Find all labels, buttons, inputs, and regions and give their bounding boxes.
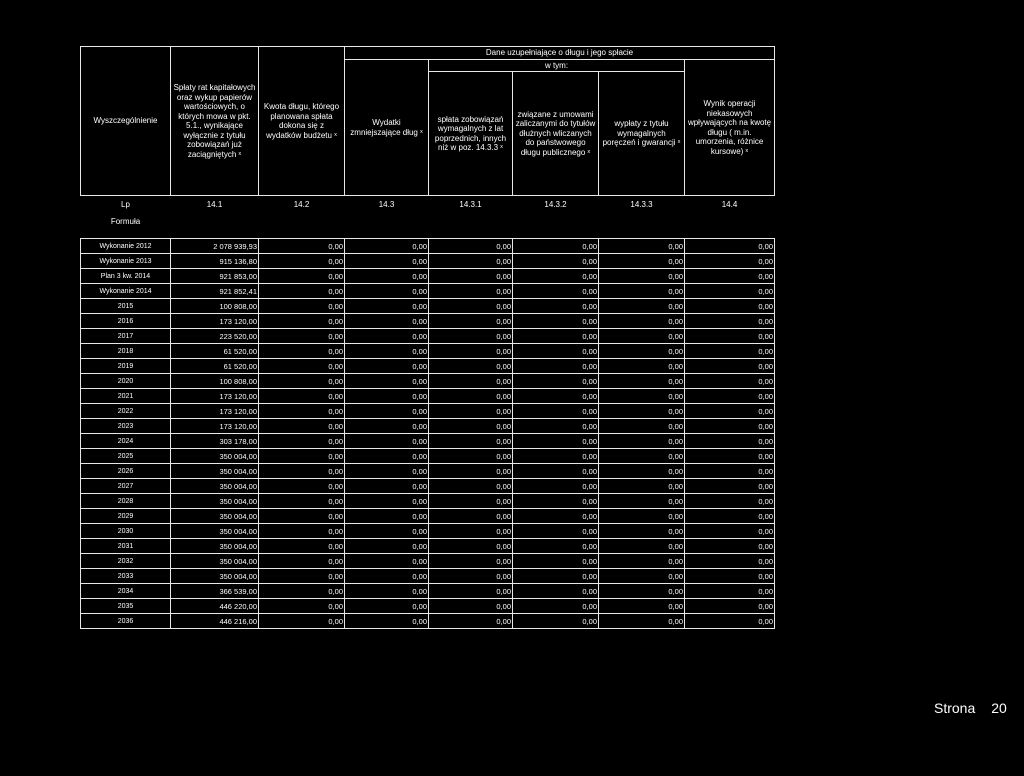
table-cell: 0,00 bbox=[429, 464, 513, 479]
table-cell: 0,00 bbox=[345, 254, 429, 269]
table-cell: 0,00 bbox=[345, 374, 429, 389]
table-cell: 0,00 bbox=[599, 359, 685, 374]
table-cell: 0,00 bbox=[513, 584, 599, 599]
row-label: 2015 bbox=[81, 299, 171, 314]
table-cell: 0,00 bbox=[599, 284, 685, 299]
table-row bbox=[81, 464, 775, 479]
lp-code: 14.1 bbox=[206, 199, 223, 209]
table-row bbox=[81, 284, 775, 299]
row-label: 2021 bbox=[81, 389, 171, 404]
table-row bbox=[81, 434, 775, 449]
table-cell: 0,00 bbox=[345, 314, 429, 329]
lp-code: 14.3 bbox=[378, 199, 395, 209]
col-header-14-1: Spłaty rat kapitałowych oraz wykup papierów wartościowych, o których mowa w pkt. 5.1., wynikające wyłącznie z tytułu zobowiązań już zaciągniętych ˣ bbox=[171, 47, 259, 196]
table-cell: 921 852,41 bbox=[171, 284, 259, 299]
col-header-14-4: Wynik operacji niekasowych wpływających na kwotę długu ( m.in. umorzenia, różnice kursowe) ˣ bbox=[685, 60, 775, 196]
table-cell: 446 216,00 bbox=[171, 614, 259, 629]
table-cell: 0,00 bbox=[513, 419, 599, 434]
table-cell: 0,00 bbox=[345, 524, 429, 539]
table-cell: 0,00 bbox=[685, 359, 775, 374]
table-cell: 0,00 bbox=[259, 254, 345, 269]
table-cell: 0,00 bbox=[429, 599, 513, 614]
row-label: 2016 bbox=[81, 314, 171, 329]
table-cell: 0,00 bbox=[513, 404, 599, 419]
table-cell: 0,00 bbox=[599, 614, 685, 629]
formula-label: Formuła bbox=[110, 216, 141, 226]
table-cell: 0,00 bbox=[259, 419, 345, 434]
table-row bbox=[81, 584, 775, 599]
table-cell: 0,00 bbox=[513, 464, 599, 479]
table-cell: 0,00 bbox=[685, 539, 775, 554]
table-cell: 0,00 bbox=[513, 599, 599, 614]
table-cell: 0,00 bbox=[599, 239, 685, 254]
table-cell: 0,00 bbox=[513, 509, 599, 524]
table-cell: 0,00 bbox=[345, 404, 429, 419]
row-label: 2033 bbox=[81, 569, 171, 584]
table-cell: 0,00 bbox=[513, 269, 599, 284]
table-cell: 0,00 bbox=[599, 419, 685, 434]
table-cell: 0,00 bbox=[599, 554, 685, 569]
table-cell: 0,00 bbox=[429, 419, 513, 434]
table-cell: 173 120,00 bbox=[171, 419, 259, 434]
table-cell: 0,00 bbox=[259, 284, 345, 299]
table-cell: 0,00 bbox=[259, 599, 345, 614]
row-label: 2023 bbox=[81, 419, 171, 434]
row-label: 2028 bbox=[81, 494, 171, 509]
table-cell: 0,00 bbox=[429, 284, 513, 299]
table-cell: 0,00 bbox=[513, 449, 599, 464]
table-row bbox=[81, 374, 775, 389]
table-cell: 61 520,00 bbox=[171, 344, 259, 359]
table-cell: 0,00 bbox=[345, 269, 429, 284]
table-row bbox=[81, 449, 775, 464]
table-cell: 0,00 bbox=[345, 329, 429, 344]
table-cell: 0,00 bbox=[599, 314, 685, 329]
table-cell: 0,00 bbox=[513, 494, 599, 509]
table-cell: 0,00 bbox=[513, 569, 599, 584]
table-cell: 0,00 bbox=[685, 374, 775, 389]
table-cell: 0,00 bbox=[259, 299, 345, 314]
table-cell: 0,00 bbox=[345, 419, 429, 434]
table-cell: 0,00 bbox=[685, 269, 775, 284]
table-cell: 0,00 bbox=[429, 539, 513, 554]
table-cell: 0,00 bbox=[345, 464, 429, 479]
table-cell: 0,00 bbox=[599, 494, 685, 509]
table-row bbox=[81, 389, 775, 404]
table-row bbox=[81, 239, 775, 254]
table-row bbox=[81, 614, 775, 629]
table-cell: 0,00 bbox=[685, 329, 775, 344]
lp-row bbox=[81, 196, 775, 214]
formula-row bbox=[81, 213, 775, 230]
table-cell: 0,00 bbox=[513, 254, 599, 269]
table-cell: 0,00 bbox=[429, 524, 513, 539]
table-row bbox=[81, 509, 775, 524]
table-cell: 0,00 bbox=[345, 599, 429, 614]
table-cell: 223 520,00 bbox=[171, 329, 259, 344]
col-header-14-2: Kwota długu, którego planowana spłata dokona się z wydatków budżetu ˣ bbox=[259, 47, 345, 196]
table-cell: 0,00 bbox=[429, 494, 513, 509]
lp-code: 14.2 bbox=[293, 199, 310, 209]
table-cell: 0,00 bbox=[429, 584, 513, 599]
table-cell: 0,00 bbox=[685, 494, 775, 509]
table-cell: 0,00 bbox=[513, 434, 599, 449]
table-cell: 0,00 bbox=[259, 389, 345, 404]
table-row bbox=[81, 524, 775, 539]
table-row bbox=[81, 299, 775, 314]
table-cell: 0,00 bbox=[429, 239, 513, 254]
table-cell: 0,00 bbox=[259, 539, 345, 554]
row-label: Plan 3 kw. 2014 bbox=[81, 269, 171, 284]
table-cell: 0,00 bbox=[429, 449, 513, 464]
table-cell: 0,00 bbox=[345, 494, 429, 509]
table-cell: 0,00 bbox=[599, 329, 685, 344]
table-cell: 0,00 bbox=[513, 554, 599, 569]
col-header-14-3-2: związane z umowami zaliczanymi do tytułów dłużnych wliczanych do państwowego długu publicznego ˣ bbox=[513, 72, 599, 196]
row-label: 2034 bbox=[81, 584, 171, 599]
table-cell: 0,00 bbox=[345, 614, 429, 629]
table-cell: 350 004,00 bbox=[171, 524, 259, 539]
table-row bbox=[81, 554, 775, 569]
table-cell: 0,00 bbox=[685, 254, 775, 269]
table-cell: 0,00 bbox=[429, 374, 513, 389]
table-cell: 0,00 bbox=[685, 569, 775, 584]
table-cell: 0,00 bbox=[685, 449, 775, 464]
row-label: 2036 bbox=[81, 614, 171, 629]
row-label: Wykonanie 2012 bbox=[81, 239, 171, 254]
col-header-14-3-3: wypłaty z tytułu wymagalnych poręczeń i gwarancji ˣ bbox=[599, 72, 685, 196]
table-cell: 0,00 bbox=[599, 524, 685, 539]
table-cell: 350 004,00 bbox=[171, 554, 259, 569]
row-label: 2031 bbox=[81, 539, 171, 554]
table-cell: 350 004,00 bbox=[171, 449, 259, 464]
group-header: Dane uzupełniające o długu i jego spłacie bbox=[345, 47, 775, 60]
table-cell: 921 853,00 bbox=[171, 269, 259, 284]
table-cell: 0,00 bbox=[429, 509, 513, 524]
table-cell: 0,00 bbox=[429, 269, 513, 284]
table-cell: 0,00 bbox=[685, 314, 775, 329]
table-cell: 0,00 bbox=[345, 239, 429, 254]
table-cell: 0,00 bbox=[513, 374, 599, 389]
table-row bbox=[81, 539, 775, 554]
table-cell: 0,00 bbox=[259, 464, 345, 479]
table-cell: 0,00 bbox=[513, 284, 599, 299]
table-cell: 350 004,00 bbox=[171, 569, 259, 584]
table-cell: 0,00 bbox=[513, 359, 599, 374]
table-cell: 0,00 bbox=[345, 299, 429, 314]
table-cell: 0,00 bbox=[429, 404, 513, 419]
row-label: 2026 bbox=[81, 464, 171, 479]
table-cell: 0,00 bbox=[513, 539, 599, 554]
row-label: 2020 bbox=[81, 374, 171, 389]
table-row bbox=[81, 569, 775, 584]
table-cell: 0,00 bbox=[259, 509, 345, 524]
table-cell: 0,00 bbox=[599, 479, 685, 494]
table-cell: 0,00 bbox=[685, 239, 775, 254]
col-header-wyszczegolnienie: Wyszczególnienie bbox=[81, 47, 171, 196]
lp-label: Lp bbox=[121, 199, 130, 209]
lp-code: 14.4 bbox=[721, 199, 738, 209]
table-cell: 0,00 bbox=[513, 344, 599, 359]
table-cell: 0,00 bbox=[429, 434, 513, 449]
table-cell: 0,00 bbox=[685, 584, 775, 599]
table-cell: 0,00 bbox=[429, 314, 513, 329]
table-cell: 0,00 bbox=[429, 254, 513, 269]
table-cell: 0,00 bbox=[259, 374, 345, 389]
table-cell: 0,00 bbox=[599, 569, 685, 584]
table-cell: 0,00 bbox=[599, 599, 685, 614]
table-cell: 0,00 bbox=[345, 554, 429, 569]
page-footer bbox=[934, 700, 1023, 716]
table-cell: 0,00 bbox=[599, 584, 685, 599]
table-cell: 173 120,00 bbox=[171, 314, 259, 329]
table-cell: 0,00 bbox=[685, 464, 775, 479]
row-label: 2017 bbox=[81, 329, 171, 344]
table-cell: 0,00 bbox=[599, 389, 685, 404]
table-cell: 0,00 bbox=[345, 539, 429, 554]
table-cell: 0,00 bbox=[513, 314, 599, 329]
table-row bbox=[81, 479, 775, 494]
table-cell: 0,00 bbox=[345, 569, 429, 584]
table-row bbox=[81, 359, 775, 374]
row-label: 2035 bbox=[81, 599, 171, 614]
table-cell: 0,00 bbox=[599, 254, 685, 269]
table-cell: 0,00 bbox=[259, 269, 345, 284]
table-row bbox=[81, 329, 775, 344]
lp-code: 14.3.3 bbox=[630, 199, 653, 209]
lp-code: 14.3.2 bbox=[544, 199, 567, 209]
table-cell: 0,00 bbox=[259, 434, 345, 449]
table-cell: 61 520,00 bbox=[171, 359, 259, 374]
table-cell: 0,00 bbox=[259, 494, 345, 509]
table-cell: 0,00 bbox=[259, 584, 345, 599]
table-cell: 0,00 bbox=[259, 329, 345, 344]
table-cell: 0,00 bbox=[513, 524, 599, 539]
col-header-14-3: Wydatki zmniejszające dług ˣ bbox=[345, 60, 429, 196]
table-cell: 0,00 bbox=[345, 449, 429, 464]
table-cell: 0,00 bbox=[345, 389, 429, 404]
table-cell: 0,00 bbox=[429, 569, 513, 584]
table-cell: 366 539,00 bbox=[171, 584, 259, 599]
table-cell: 350 004,00 bbox=[171, 494, 259, 509]
table-cell: 350 004,00 bbox=[171, 539, 259, 554]
table-cell: 0,00 bbox=[599, 269, 685, 284]
table-cell: 173 120,00 bbox=[171, 404, 259, 419]
table-cell: 0,00 bbox=[685, 479, 775, 494]
table-cell: 446 220,00 bbox=[171, 599, 259, 614]
col-header-14-3-1: spłata zobowiązań wymagalnych z lat poprzednich, innych niż w poz. 14.3.3 ˣ bbox=[429, 72, 513, 196]
table-cell: 0,00 bbox=[429, 344, 513, 359]
table-cell: 0,00 bbox=[513, 389, 599, 404]
table-cell: 0,00 bbox=[259, 614, 345, 629]
row-label: Wykonanie 2014 bbox=[81, 284, 171, 299]
table-cell: 0,00 bbox=[429, 614, 513, 629]
table-cell: 0,00 bbox=[685, 404, 775, 419]
debt-table bbox=[80, 46, 775, 629]
table-cell: 350 004,00 bbox=[171, 479, 259, 494]
table-cell: 0,00 bbox=[599, 509, 685, 524]
table-cell: 350 004,00 bbox=[171, 464, 259, 479]
table-cell: 100 808,00 bbox=[171, 299, 259, 314]
table-cell: 915 136,80 bbox=[171, 254, 259, 269]
table-cell: 350 004,00 bbox=[171, 509, 259, 524]
row-label: 2032 bbox=[81, 554, 171, 569]
table-cell: 0,00 bbox=[685, 434, 775, 449]
table-cell: 303 178,00 bbox=[171, 434, 259, 449]
table-cell: 0,00 bbox=[685, 284, 775, 299]
table-cell: 0,00 bbox=[685, 299, 775, 314]
table-cell: 0,00 bbox=[685, 614, 775, 629]
table-cell: 0,00 bbox=[599, 374, 685, 389]
table-cell: 0,00 bbox=[429, 389, 513, 404]
table-cell: 0,00 bbox=[259, 239, 345, 254]
table-cell: 0,00 bbox=[345, 344, 429, 359]
table-cell: 0,00 bbox=[429, 359, 513, 374]
row-label: 2029 bbox=[81, 509, 171, 524]
table-cell: 0,00 bbox=[513, 299, 599, 314]
table-cell: 0,00 bbox=[429, 299, 513, 314]
table-row bbox=[81, 404, 775, 419]
table-cell: 0,00 bbox=[259, 314, 345, 329]
table-cell: 0,00 bbox=[599, 539, 685, 554]
table-cell: 0,00 bbox=[345, 434, 429, 449]
row-label: 2018 bbox=[81, 344, 171, 359]
lp-code: 14.3.1 bbox=[459, 199, 482, 209]
table-cell: 0,00 bbox=[599, 434, 685, 449]
page-number: 20 bbox=[991, 700, 1007, 716]
table-cell: 173 120,00 bbox=[171, 389, 259, 404]
table-cell: 0,00 bbox=[685, 509, 775, 524]
table-cell: 0,00 bbox=[685, 389, 775, 404]
table-cell: 0,00 bbox=[685, 599, 775, 614]
table-cell: 0,00 bbox=[513, 239, 599, 254]
table-cell: 0,00 bbox=[259, 344, 345, 359]
table-cell: 0,00 bbox=[685, 554, 775, 569]
table-cell: 0,00 bbox=[259, 569, 345, 584]
table-row bbox=[81, 494, 775, 509]
table-cell: 0,00 bbox=[685, 344, 775, 359]
table-cell: 0,00 bbox=[429, 329, 513, 344]
row-label: 2025 bbox=[81, 449, 171, 464]
table-cell: 0,00 bbox=[513, 479, 599, 494]
table-cell: 0,00 bbox=[599, 344, 685, 359]
row-label: 2022 bbox=[81, 404, 171, 419]
table-cell: 0,00 bbox=[259, 554, 345, 569]
table-cell: 100 808,00 bbox=[171, 374, 259, 389]
table-cell: 0,00 bbox=[429, 479, 513, 494]
table-cell: 0,00 bbox=[259, 479, 345, 494]
table-cell: 0,00 bbox=[685, 524, 775, 539]
table-cell: 0,00 bbox=[259, 359, 345, 374]
table-cell: 0,00 bbox=[259, 404, 345, 419]
table-cell: 0,00 bbox=[345, 509, 429, 524]
table-cell: 0,00 bbox=[429, 554, 513, 569]
row-label: 2027 bbox=[81, 479, 171, 494]
table-cell: 0,00 bbox=[259, 449, 345, 464]
table-cell: 0,00 bbox=[599, 299, 685, 314]
table-cell: 0,00 bbox=[599, 404, 685, 419]
table-cell: 0,00 bbox=[345, 584, 429, 599]
table-cell: 0,00 bbox=[345, 359, 429, 374]
row-label: 2024 bbox=[81, 434, 171, 449]
table-row bbox=[81, 419, 775, 434]
row-label: 2030 bbox=[81, 524, 171, 539]
table-cell: 0,00 bbox=[513, 329, 599, 344]
table-cell: 0,00 bbox=[345, 479, 429, 494]
table-cell: 0,00 bbox=[685, 419, 775, 434]
table-row bbox=[81, 314, 775, 329]
row-label: Wykonanie 2013 bbox=[81, 254, 171, 269]
table-row bbox=[81, 254, 775, 269]
table-cell: 0,00 bbox=[345, 284, 429, 299]
table-cell: 0,00 bbox=[513, 614, 599, 629]
table-cell: 0,00 bbox=[259, 524, 345, 539]
table-row bbox=[81, 344, 775, 359]
table-row bbox=[81, 269, 775, 284]
page-word: Strona bbox=[934, 700, 976, 716]
row-label: 2019 bbox=[81, 359, 171, 374]
table-row bbox=[81, 599, 775, 614]
table-cell: 0,00 bbox=[599, 449, 685, 464]
table-cell: 2 078 939,93 bbox=[171, 239, 259, 254]
sub-header: w tym: bbox=[429, 60, 685, 72]
table-cell: 0,00 bbox=[599, 464, 685, 479]
